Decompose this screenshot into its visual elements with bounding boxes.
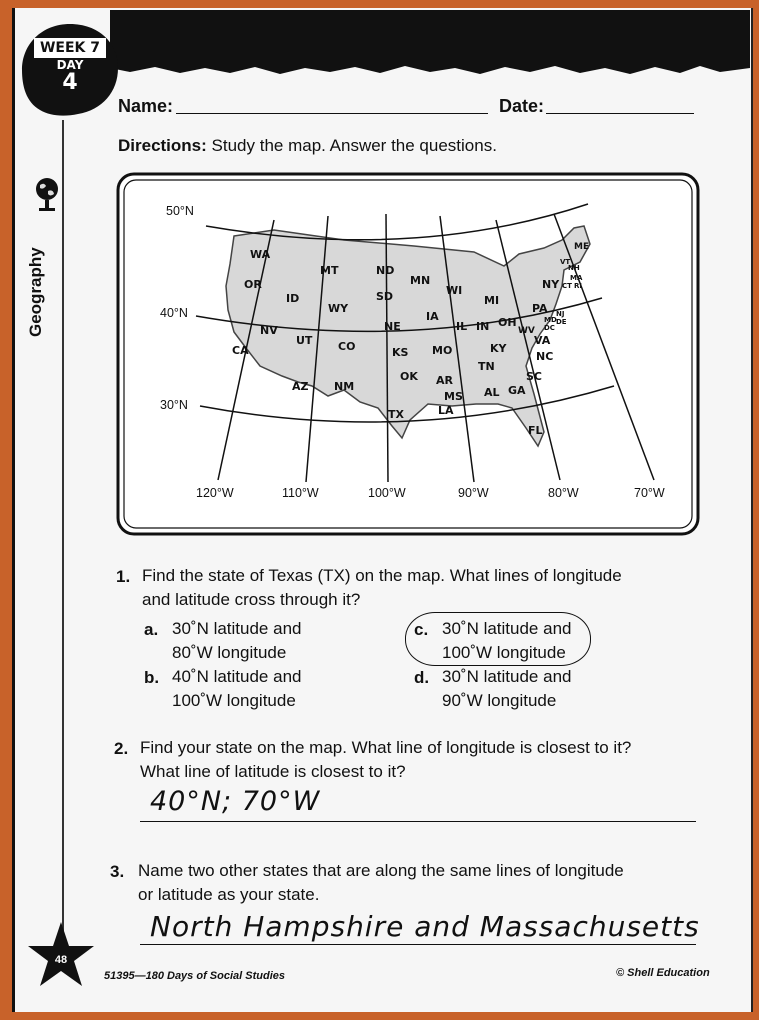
- question-2-text: [140, 736, 710, 784]
- state-label: VA: [534, 334, 551, 347]
- state-label: IA: [426, 310, 439, 323]
- option-b-line-2: 100˚W longitude: [172, 691, 296, 710]
- state-label: SD: [376, 290, 394, 303]
- state-label: TX: [388, 408, 404, 421]
- option-d-line-2: 90˚W longitude: [442, 691, 557, 710]
- state-label: MA: [570, 274, 583, 282]
- lat-label-30: 30°N: [160, 398, 188, 412]
- state-label: ND: [376, 264, 395, 277]
- state-label: LA: [438, 404, 454, 417]
- state-label: NY: [542, 278, 560, 291]
- option-b-letter: b.: [144, 668, 160, 687]
- state-label: WV: [518, 326, 535, 336]
- state-label: PA: [532, 302, 548, 315]
- state-label: WA: [250, 248, 271, 261]
- state-label: NM: [334, 380, 355, 393]
- question-3-answer-line: [140, 944, 696, 945]
- question-1-line-2: and latitude cross through it?: [142, 590, 361, 609]
- state-label: NJ: [556, 310, 565, 318]
- state-label: OK: [400, 370, 418, 383]
- state-label: MI: [484, 294, 500, 307]
- question-3-answer[interactable]: North Hampshire and Massachusetts: [150, 910, 700, 943]
- state-label: ME: [574, 242, 590, 252]
- book-title: 51395—180 Days of Social Studies: [104, 970, 285, 982]
- state-label: NH: [568, 264, 580, 272]
- state-label: MT: [320, 264, 339, 277]
- option-c-line-1: 30˚N latitude and: [442, 619, 572, 638]
- option-a[interactable]: [172, 617, 301, 665]
- date-label: Date:: [499, 96, 545, 116]
- state-label: KS: [392, 346, 409, 359]
- directions-text: Study the map. Answer the questions.: [211, 136, 497, 155]
- question-3-line-1: Name two other states that are along the same lines of longitude: [138, 861, 624, 880]
- option-d-letter: d.: [414, 668, 430, 687]
- question-3-line-2: or latitude as your state.: [138, 885, 320, 904]
- question-2-line-2: What line of latitude is closest to it?: [140, 762, 406, 781]
- lon-label-120: 120°W: [196, 486, 234, 500]
- state-label: IN: [476, 320, 490, 333]
- question-2-answer-line: [140, 821, 696, 822]
- state-label: MN: [410, 274, 431, 287]
- state-label: GA: [508, 384, 526, 397]
- state-label: MO: [432, 344, 453, 357]
- lon-label-80: 80°W: [548, 486, 579, 500]
- torn-paper-header: [110, 10, 750, 80]
- state-label: SC: [526, 370, 542, 383]
- state-label: UT: [296, 334, 313, 347]
- publisher: © Shell Education: [616, 967, 710, 979]
- directions: [118, 136, 497, 156]
- state-label: FL: [528, 424, 543, 437]
- map-figure: [114, 170, 702, 538]
- day-label: DAY: [56, 58, 84, 72]
- state-label: RI: [574, 282, 582, 290]
- option-b[interactable]: [172, 665, 301, 713]
- state-label: AZ: [292, 380, 309, 393]
- question-3-number: 3.: [110, 862, 125, 881]
- state-label: NV: [260, 324, 278, 337]
- lat-label-40: 40°N: [160, 306, 188, 320]
- sidebar-divider: [62, 120, 64, 940]
- week-label: WEEK 7: [39, 40, 101, 56]
- option-a-line-2: 80˚W longitude: [172, 643, 287, 662]
- name-label: Name:: [118, 96, 174, 116]
- option-b-line-1: 40˚N latitude and: [172, 667, 302, 686]
- subject-label: Geography: [26, 247, 45, 337]
- state-label: ID: [286, 292, 300, 305]
- state-label: CA: [232, 344, 249, 357]
- answer-circle: [405, 612, 591, 666]
- state-label: OR: [244, 278, 262, 291]
- state-label: DC: [544, 324, 555, 332]
- state-label: TN: [478, 360, 495, 373]
- state-label: MD: [544, 316, 557, 324]
- option-d[interactable]: [442, 665, 571, 713]
- lon-label-90: 90°W: [458, 486, 489, 500]
- option-a-line-1: 30˚N latitude and: [172, 619, 302, 638]
- option-c-line-2: 100˚W longitude: [442, 643, 566, 662]
- option-c-letter: c.: [414, 620, 429, 639]
- state-label: IL: [456, 320, 468, 333]
- day-number: 4: [62, 70, 78, 95]
- directions-label: Directions:: [118, 136, 207, 155]
- state-label: DE: [556, 318, 567, 326]
- state-label: WI: [446, 284, 463, 297]
- lon-label-110: 110°W: [282, 486, 319, 500]
- question-3-text: [138, 859, 710, 907]
- date-field[interactable]: [546, 113, 694, 114]
- state-label: MS: [444, 390, 463, 403]
- lat-label-50: 50°N: [166, 204, 194, 218]
- name-field[interactable]: [176, 113, 488, 114]
- state-label: NE: [384, 320, 401, 333]
- state-label: CO: [338, 340, 356, 353]
- state-label: NC: [536, 350, 554, 363]
- question-1-number: 1.: [116, 567, 131, 586]
- state-label: VT: [560, 258, 571, 266]
- question-1-text: [142, 564, 702, 612]
- lon-label-100: 100°W: [368, 486, 406, 500]
- question-2-number: 2.: [114, 739, 129, 758]
- state-label: CT: [562, 282, 572, 290]
- state-label: KY: [490, 342, 507, 355]
- option-a-letter: a.: [144, 620, 159, 639]
- lon-label-70: 70°W: [634, 486, 665, 500]
- state-label: AR: [436, 374, 453, 387]
- state-label: WY: [328, 302, 349, 315]
- option-d-line-1: 30˚N latitude and: [442, 667, 572, 686]
- globe-icon: [34, 176, 60, 214]
- state-label: AL: [484, 386, 500, 399]
- question-2-line-1: Find your state on the map. What line of longitude is closest to it?: [140, 738, 632, 757]
- page-number: 48: [54, 954, 68, 966]
- state-label: OH: [498, 316, 517, 329]
- question-2-answer[interactable]: 40°N; 70°W: [150, 786, 321, 817]
- question-1-line-1: Find the state of Texas (TX) on the map. What lines of longitude: [142, 566, 622, 585]
